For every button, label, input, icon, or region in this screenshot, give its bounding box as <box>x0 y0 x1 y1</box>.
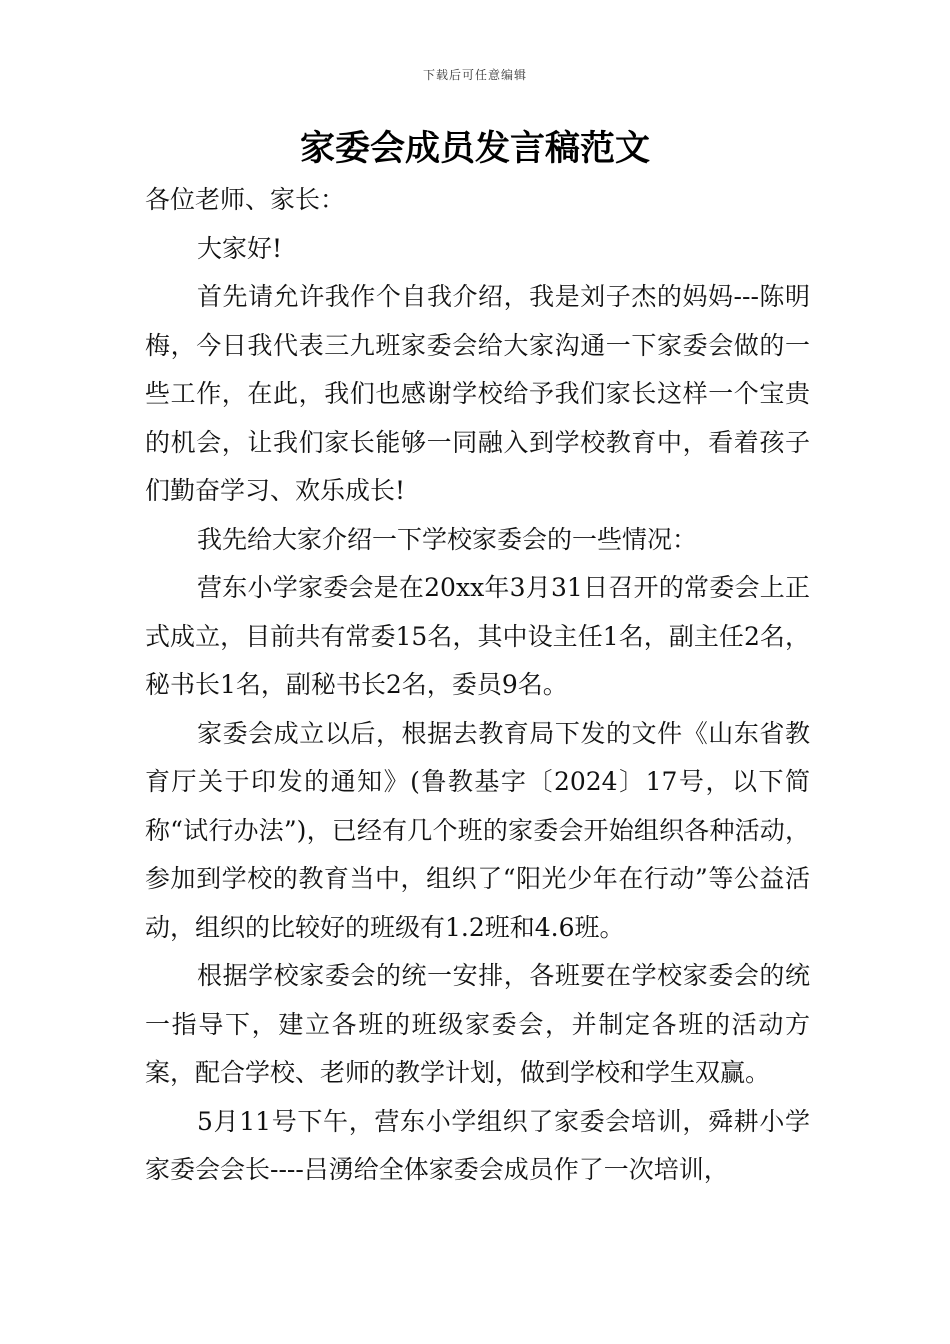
salutation: 各位老师、家长： <box>145 185 346 214</box>
paragraph-activities: 家委会成立以后，根据去教育局下发的文件《山东省教育厅关于印发的通知》(鲁教基字〔2024〕17号，以下简称“试行办法”)，已经有几个班的家委会开始组织各种活动，参加到学校的教育当中，组织了“阳光少年在行动”等公益活动，组织的比较好的班级有1.2班和4.6班。 <box>145 718 810 942</box>
paragraph-greeting: 大家好! <box>197 233 283 263</box>
document-title: 家委会成员发言稿范文 <box>299 128 650 169</box>
header-note: 下载后可任意编辑 <box>422 68 527 82</box>
paragraph-introduction: 首先请允许我作个自我介绍，我是刘子杰的妈妈---陈明梅，今日我代表三九班家委会给大家沟通一下家委会做的一些工作，在此，我们也感谢学校给予我们家长这样一个宝贵的机会，让我们家长能够一同融入到学校教育中，看着孩子们勤奋学习、欢乐成长! <box>145 282 810 505</box>
document-body <box>145 176 810 1195</box>
paragraph-training: 5月11号下午，营东小学组织了家委会培训，舜耕小学家委会会长----吕湧给全体家委会成员作了一次培训， <box>145 1106 810 1184</box>
paragraph-committee-founding: 营东小学家委会是在20xx年3月31日召开的常委会上正式成立，目前共有常委15名，其中设主任1名，副主任2名，秘书长1名，副秘书长2名，委员9名。 <box>145 573 810 699</box>
paragraph-class-committees: 根据学校家委会的统一安排，各班要在学校家委会的统一指导下，建立各班的班级家委会，并制定各班的活动方案，配合学校、老师的教学计划，做到学校和学生双赢。 <box>145 961 810 1087</box>
paragraph-overview-lead: 我先给大家介绍一下学校家委会的一些情况： <box>197 524 698 554</box>
